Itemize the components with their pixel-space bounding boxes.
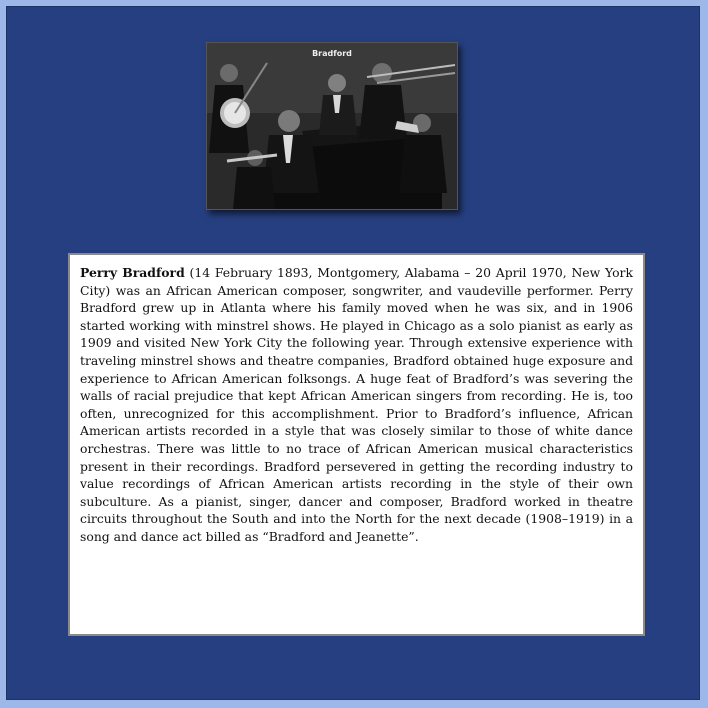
- background-panel: [6, 6, 700, 700]
- biography-textbox: [68, 253, 645, 636]
- biography-paragraph: [80, 264, 633, 546]
- band-photo: [206, 42, 458, 210]
- photo-caption-label: Bradford: [312, 49, 352, 58]
- band-photo-illustration: [207, 43, 457, 209]
- biography-name: Perry Bradford: [80, 265, 185, 280]
- biography-text: (14 February 1893, Montgomery, Alabama – 20 April 1970, New York City) was an African American composer, songwriter, and vaudeville performer. Perry Bradford grew up in Atlanta where his family moved when he was six, and in 1906 started working with minstrel shows. He played in Chicago as a solo pianist as early as 1909 and visited New York City the following year. Through extensive experience with traveling minstrel shows and theatre companies, Bradford obtained huge exposure and experience to African American folksongs. A huge feat of Bradford’s was severing the walls of racial prejudice that kept African American singers from recording. He is, too often, unrecognized for this accomplishment. Prior to Bradford’s influence, African American artists recorded in a style that was closely similar to those of white dance orchestras. There was little to no trace of African American musical characteristics present in their recordings. Bradford persevered in getting the recording industry to value recordings of African American artists recording in the style of their own subculture. As a pianist, singer, dancer and composer, Bradford worked in theatre circuits throughout the South and into the North for the next decade (1908–1919) in a song and dance act billed as “Bradford and Jeanette”.: [80, 265, 633, 544]
